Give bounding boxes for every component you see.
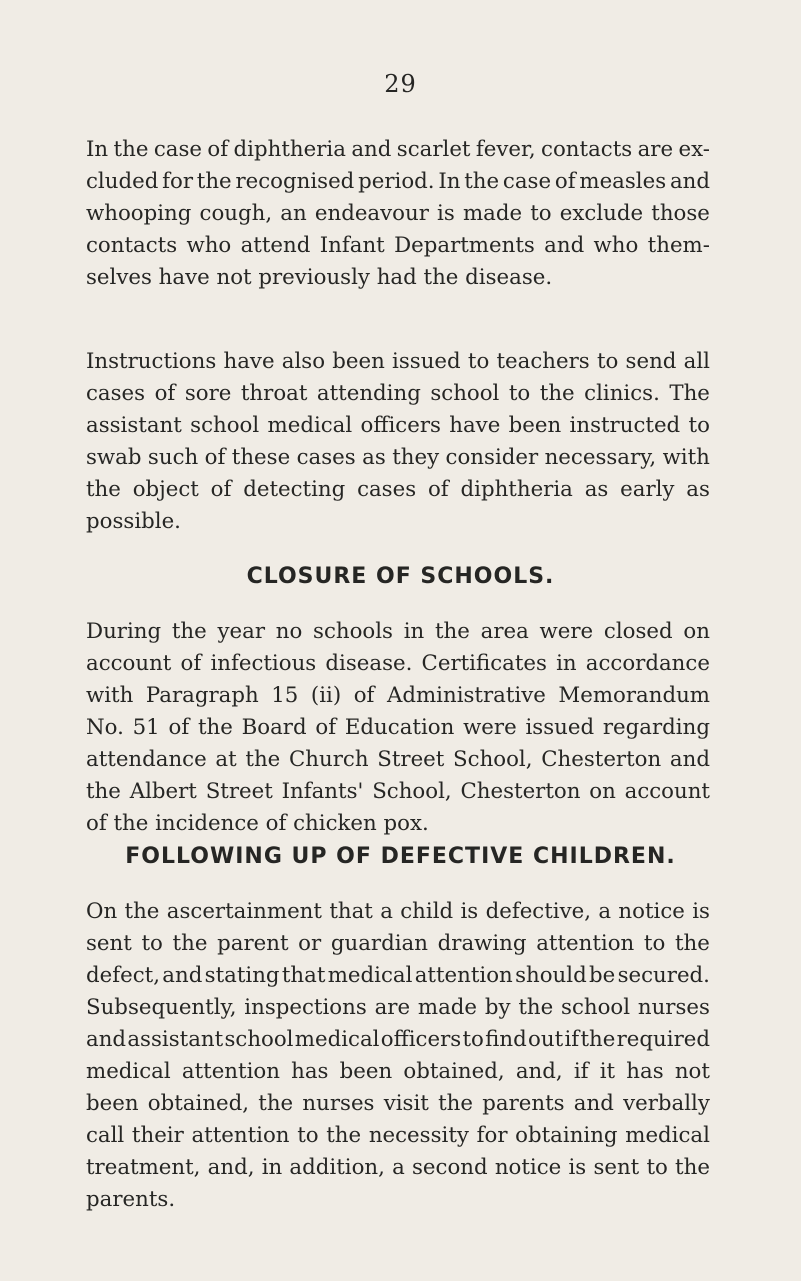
word: issued [392, 349, 461, 374]
text-line [86, 134, 710, 166]
word: who [593, 233, 639, 258]
word: obtaining [515, 1123, 618, 1148]
word: and [669, 747, 710, 772]
word: should [515, 963, 587, 988]
word: been [86, 1091, 139, 1116]
word: and [544, 233, 585, 258]
word: The [669, 381, 710, 406]
word: regarding [602, 715, 710, 740]
word: case [502, 169, 552, 194]
word: In [438, 169, 461, 194]
text-line [86, 712, 710, 744]
word: measles [579, 169, 667, 194]
word: obtained, [147, 1091, 250, 1116]
word: have [223, 349, 275, 374]
word: the [464, 169, 500, 194]
word: the [245, 747, 281, 772]
word: on [589, 779, 616, 804]
word: in [556, 651, 577, 676]
word: their [131, 1123, 184, 1148]
word: were [463, 715, 517, 740]
word: they [392, 445, 440, 470]
word: child [400, 899, 454, 924]
word: recognised [235, 169, 355, 194]
word: inspections [244, 995, 367, 1020]
word: account [624, 779, 710, 804]
word: with [86, 683, 134, 708]
word: parent [217, 931, 289, 956]
word: Education [344, 715, 455, 740]
word: the [674, 931, 710, 956]
word: the [675, 1155, 710, 1180]
word: of [154, 381, 176, 406]
word: for [476, 1123, 508, 1148]
word: of [207, 137, 229, 162]
word: been [332, 349, 385, 374]
word: No. [86, 715, 124, 740]
word: secured. [617, 963, 710, 988]
word: defective, [485, 899, 592, 924]
word: Paragraph [145, 683, 259, 708]
word: and, [515, 1059, 563, 1084]
word: Infants' [281, 779, 364, 804]
word: cluded [86, 169, 159, 194]
word: the [172, 931, 208, 956]
word: of [353, 683, 375, 708]
text-line [86, 474, 710, 506]
word: and [669, 169, 710, 194]
word: case [153, 137, 203, 162]
word: for [162, 169, 193, 194]
word: ascertainment [166, 899, 322, 924]
word: of [315, 715, 337, 740]
word: During [86, 619, 162, 644]
word: of [210, 477, 232, 502]
word: with [662, 445, 710, 470]
word: In [86, 137, 109, 162]
word: School, [453, 747, 533, 772]
text-line: selves have not previously had the disease. [86, 265, 553, 290]
word: defect, [86, 963, 160, 988]
word: cases [296, 445, 356, 470]
word: officers [380, 1027, 462, 1052]
word: notice [494, 1155, 562, 1180]
word: instructed [569, 413, 681, 438]
word: year [217, 619, 266, 644]
word: sent [593, 1155, 640, 1180]
word: or [298, 931, 322, 956]
word: officers [360, 413, 441, 438]
word: all [683, 349, 710, 374]
word: schools [313, 619, 393, 644]
word: of [204, 445, 226, 470]
word: that [329, 899, 373, 924]
word: attention [536, 931, 635, 956]
word: required [616, 1027, 710, 1052]
word: of [427, 477, 449, 502]
word: an [280, 201, 307, 226]
word: them- [647, 233, 710, 258]
word: school [190, 413, 260, 438]
word: stating [204, 963, 280, 988]
word: are [637, 137, 674, 162]
word: Certificates [421, 651, 547, 676]
word: medical [625, 1123, 710, 1148]
word: were [539, 619, 594, 644]
word: fever, [475, 137, 536, 162]
word: accordance [585, 651, 710, 676]
word: to [141, 931, 163, 956]
word: consider [445, 445, 539, 470]
word: Chesterton [541, 747, 662, 772]
word: clinics. [584, 381, 660, 406]
word: necessity [368, 1123, 469, 1148]
word: Street [377, 747, 445, 772]
word: diphtheria [233, 137, 346, 162]
word: to [688, 413, 710, 438]
word: guardian [330, 931, 428, 956]
word: 15 [271, 683, 299, 708]
word: the [86, 477, 121, 502]
word: Infant [319, 233, 385, 258]
word: Memorandum [558, 683, 710, 708]
section-heading-closure-of-schools: CLOSURE OF SCHOOLS. [246, 564, 555, 589]
word: school [430, 381, 500, 406]
word: school [561, 995, 631, 1020]
word: the [258, 1091, 294, 1116]
word: if [564, 1027, 580, 1052]
word: addition, [289, 1155, 385, 1180]
word: attention [414, 963, 513, 988]
text-line: parents. [86, 1187, 176, 1212]
word: medical [267, 413, 353, 438]
text-line [86, 346, 710, 378]
text-line [86, 442, 710, 474]
word: been [508, 413, 562, 438]
word: Street [205, 779, 273, 804]
text-line [86, 410, 710, 442]
word: cough, [199, 201, 273, 226]
word: to [462, 1027, 484, 1052]
word: detecting [243, 477, 346, 502]
text-line [86, 776, 710, 808]
word: medical [294, 1027, 380, 1052]
word: by [484, 995, 511, 1020]
word: the [86, 779, 121, 804]
word: no [275, 619, 303, 644]
word: has [291, 1059, 329, 1084]
text-line [86, 166, 710, 198]
text-line [86, 680, 710, 712]
word: treatment, [86, 1155, 201, 1180]
word: as [584, 477, 609, 502]
word: issued [525, 715, 595, 740]
word: the [435, 619, 470, 644]
word: necessary, [544, 445, 657, 470]
word: as [362, 445, 386, 470]
word: have [449, 413, 501, 438]
word: the [197, 715, 233, 740]
word: area [480, 619, 529, 644]
word: verbally [623, 1091, 710, 1116]
word: School, [372, 779, 452, 804]
text-line [86, 992, 710, 1024]
word: a [598, 899, 612, 924]
word: to [530, 201, 552, 226]
word: made [417, 995, 478, 1020]
word: assistant [86, 413, 182, 438]
word: of [168, 715, 190, 740]
page-number: 29 [384, 70, 417, 98]
word: attendance [86, 747, 207, 772]
text-line [86, 230, 710, 262]
word: is [692, 899, 710, 924]
word: made [462, 201, 523, 226]
text-line: of the incidence of chicken pox. [86, 811, 429, 836]
word: nurses [302, 1091, 375, 1116]
word: and [573, 1091, 614, 1116]
word: medical [86, 1059, 171, 1084]
word: the [124, 899, 160, 924]
word: in [261, 1155, 283, 1180]
text-line [86, 960, 710, 992]
word: exclude [559, 201, 644, 226]
word: attending [316, 381, 421, 406]
word: the [171, 619, 207, 644]
word: 51 [132, 715, 160, 740]
word: nurses [637, 995, 710, 1020]
word: send [625, 349, 677, 374]
word: sore [184, 381, 232, 406]
word: early [620, 477, 675, 502]
word: endeavour [314, 201, 429, 226]
word: of [554, 169, 576, 194]
word: is [568, 1155, 587, 1180]
text-line [86, 1088, 710, 1120]
word: the [196, 169, 232, 194]
text-line [86, 378, 710, 410]
word: visit [383, 1091, 429, 1116]
word: of [180, 651, 202, 676]
word: teachers [496, 349, 590, 374]
word: the [518, 995, 554, 1020]
word: On [86, 899, 118, 924]
word: out [528, 1027, 564, 1052]
word: Instructions [86, 349, 217, 374]
word: Administrative [386, 683, 546, 708]
text-line [86, 1120, 710, 1152]
word: the [539, 381, 575, 406]
word: at [215, 747, 237, 772]
text-line [86, 744, 710, 776]
text-line [86, 1152, 710, 1184]
word: a [392, 1155, 405, 1180]
word: assistant [127, 1027, 224, 1052]
word: notice [618, 899, 685, 924]
word: are [374, 995, 411, 1020]
word: Chesterton [460, 779, 581, 804]
word: medical [327, 963, 413, 988]
text-line [86, 616, 710, 648]
section-heading-following-up: FOLLOWING UP OF DEFECTIVE CHILDREN. [125, 844, 676, 869]
word: and [351, 137, 392, 162]
word: parents [482, 1091, 565, 1116]
word: swab [86, 445, 142, 470]
text-line [86, 198, 710, 230]
word: and [162, 963, 203, 988]
word: is [437, 201, 455, 226]
word: who [186, 233, 232, 258]
text-line [86, 896, 710, 928]
word: (ii) [310, 683, 342, 708]
word: Albert [129, 779, 197, 804]
word: not [674, 1059, 710, 1084]
word: contacts [541, 137, 633, 162]
word: school [224, 1027, 294, 1052]
word: the [580, 1027, 616, 1052]
text-line [86, 928, 710, 960]
text-line [86, 1024, 710, 1056]
word: ex- [678, 137, 710, 162]
word: and [86, 1027, 127, 1052]
word: the [326, 1123, 362, 1148]
word: call [86, 1123, 125, 1148]
word: that [281, 963, 326, 988]
word: those [651, 201, 710, 226]
word: to [297, 1123, 319, 1148]
word: to [508, 381, 531, 406]
word: find [485, 1027, 527, 1052]
word: is [460, 899, 479, 924]
word: to [596, 349, 619, 374]
text-line [86, 1056, 710, 1088]
word: cases [357, 477, 417, 502]
word: attention [191, 1123, 290, 1148]
word: Departments [394, 233, 535, 258]
word: has [626, 1059, 664, 1084]
text-line: possible. [86, 509, 181, 534]
word: account [86, 651, 172, 676]
word: attention [181, 1059, 280, 1084]
word: whooping [86, 201, 192, 226]
text-line [86, 648, 710, 680]
word: Subsequently, [86, 995, 237, 1020]
word: these [231, 445, 291, 470]
word: obtained, [403, 1059, 505, 1084]
word: it [599, 1059, 616, 1084]
word: contacts [86, 233, 178, 258]
word: be [589, 963, 616, 988]
word: attend [240, 233, 311, 258]
word: as [686, 477, 710, 502]
word: in [403, 619, 425, 644]
word: if [573, 1059, 589, 1084]
word: diphtheria [460, 477, 573, 502]
word: period. [358, 169, 435, 194]
word: cases [86, 381, 146, 406]
word: the [438, 1091, 473, 1116]
word: sent [86, 931, 132, 956]
word: scarlet [396, 137, 471, 162]
word: disease. [325, 651, 413, 676]
word: been [339, 1059, 393, 1084]
word: to [467, 349, 490, 374]
word: to [646, 1155, 668, 1180]
word: on [683, 619, 710, 644]
word: second [411, 1155, 488, 1180]
word: also [281, 349, 326, 374]
word: Board [241, 715, 307, 740]
word: the [113, 137, 149, 162]
word: such [147, 445, 199, 470]
word: Church [288, 747, 369, 772]
word: drawing [437, 931, 527, 956]
word: object [132, 477, 199, 502]
word: to [643, 931, 666, 956]
word: and, [207, 1155, 255, 1180]
word: infectious [210, 651, 317, 676]
word: closed [603, 619, 673, 644]
word: a [380, 899, 393, 924]
word: throat [240, 381, 308, 406]
